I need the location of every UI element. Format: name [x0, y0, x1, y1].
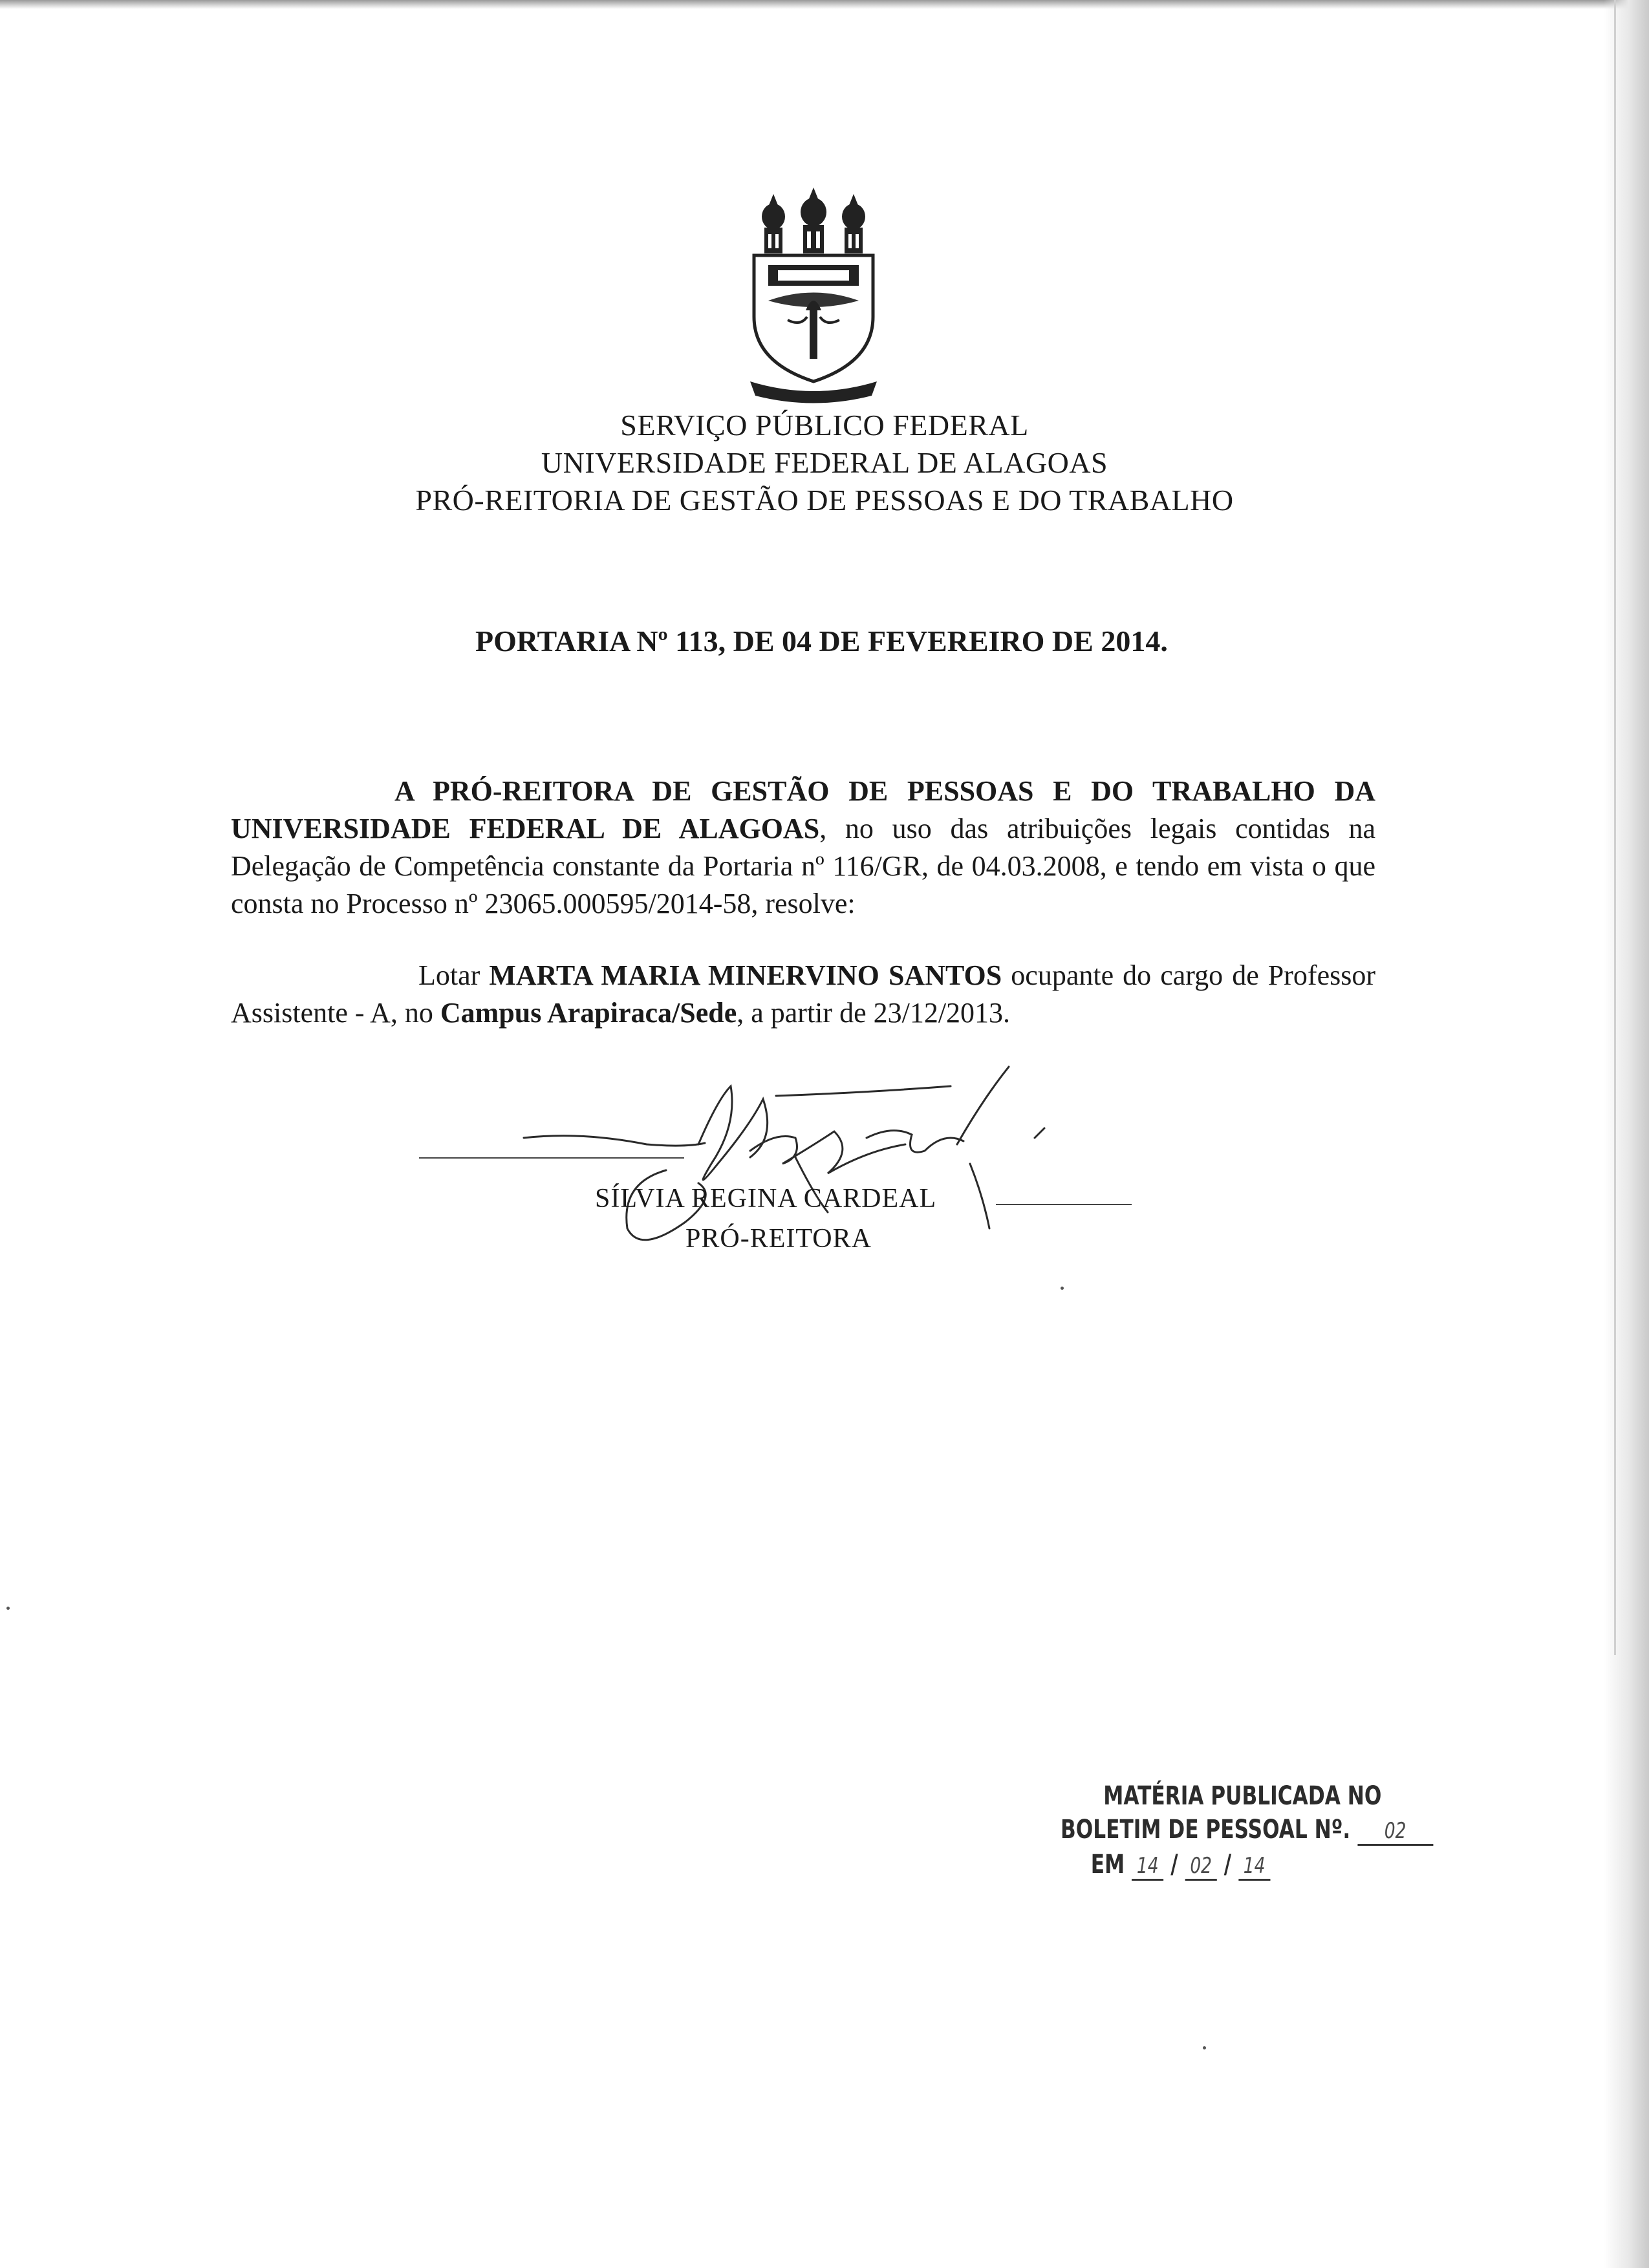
signature-line — [419, 1157, 684, 1159]
scan-edge-line — [1614, 0, 1616, 1655]
stamp-date-label: EM — [1090, 1850, 1125, 1879]
preamble-authority: A PRÓ-REITORA DE GESTÃO DE PESSOAS E DO TRABALHO DA UNIVERSIDADE FEDERAL DE ALAGOAS — [231, 775, 1375, 844]
campus-name: Campus Arapiraca/Sede — [440, 997, 737, 1029]
scan-edge-right — [1604, 0, 1649, 2268]
scan-edge-top — [0, 0, 1649, 9]
resolution-paragraph — [231, 957, 1375, 1032]
stamp-date-month: 02 — [1185, 1853, 1217, 1881]
header-line-university: UNIVERSIDADE FEDERAL DE ALAGOAS — [541, 446, 1108, 479]
scan-speck — [1203, 2046, 1206, 2049]
document-title: PORTARIA Nº 113, DE 04 DE FEVEREIRO DE 2014. — [475, 625, 1168, 658]
signature-line-end — [996, 1204, 1132, 1205]
resolution-text-1: Lotar — [418, 959, 490, 991]
signer-role: PRÓ-REITORA — [685, 1224, 872, 1254]
resolution-text-3: , a partir de 23/12/2013. — [737, 997, 1011, 1029]
resolution-text-2: ocupante do cargo de Professor Assistente - A, no — [231, 959, 1375, 1029]
preamble-paragraph — [231, 773, 1375, 923]
stamp-bulletin-number: 02 — [1357, 1818, 1433, 1846]
preamble-text: , no uso das atribuições legais contidas na Delegação de Competência constante da Portaria nº 116/GR, de 04.03.2008, e tendo em vista o que consta no Processo nº 23065.000595/2014-58, resolve: — [231, 813, 1375, 919]
scan-speck — [1061, 1287, 1064, 1290]
scan-speck — [6, 1607, 10, 1610]
publication-stamp — [1061, 1781, 1406, 1910]
stamp-date-day: 14 — [1132, 1853, 1163, 1881]
stamp-date-year: 14 — [1238, 1853, 1270, 1881]
header-line-pro-rectorate: PRÓ-REITORIA DE GESTÃO DE PESSOAS E DO TRABALHO — [415, 484, 1234, 517]
stamp-line-3: EM 14 / 02 / 14 — [1091, 1850, 1271, 1881]
stamp-bulletin-label: BOLETIM DE PESSOAL Nº. — [1061, 1815, 1351, 1845]
university-coat-of-arms-icon — [742, 187, 885, 407]
stamp-line-1: MATÉRIA PUBLICADA NO — [1103, 1781, 1382, 1811]
stamp-line-2 — [1061, 1815, 1433, 1846]
signer-name: SÍLVIA REGINA CARDEAL — [595, 1184, 937, 1214]
employee-name: MARTA MARIA MINERVINO SANTOS — [489, 959, 1002, 991]
header-line-federal-service: SERVIÇO PÚBLICO FEDERAL — [620, 409, 1029, 442]
